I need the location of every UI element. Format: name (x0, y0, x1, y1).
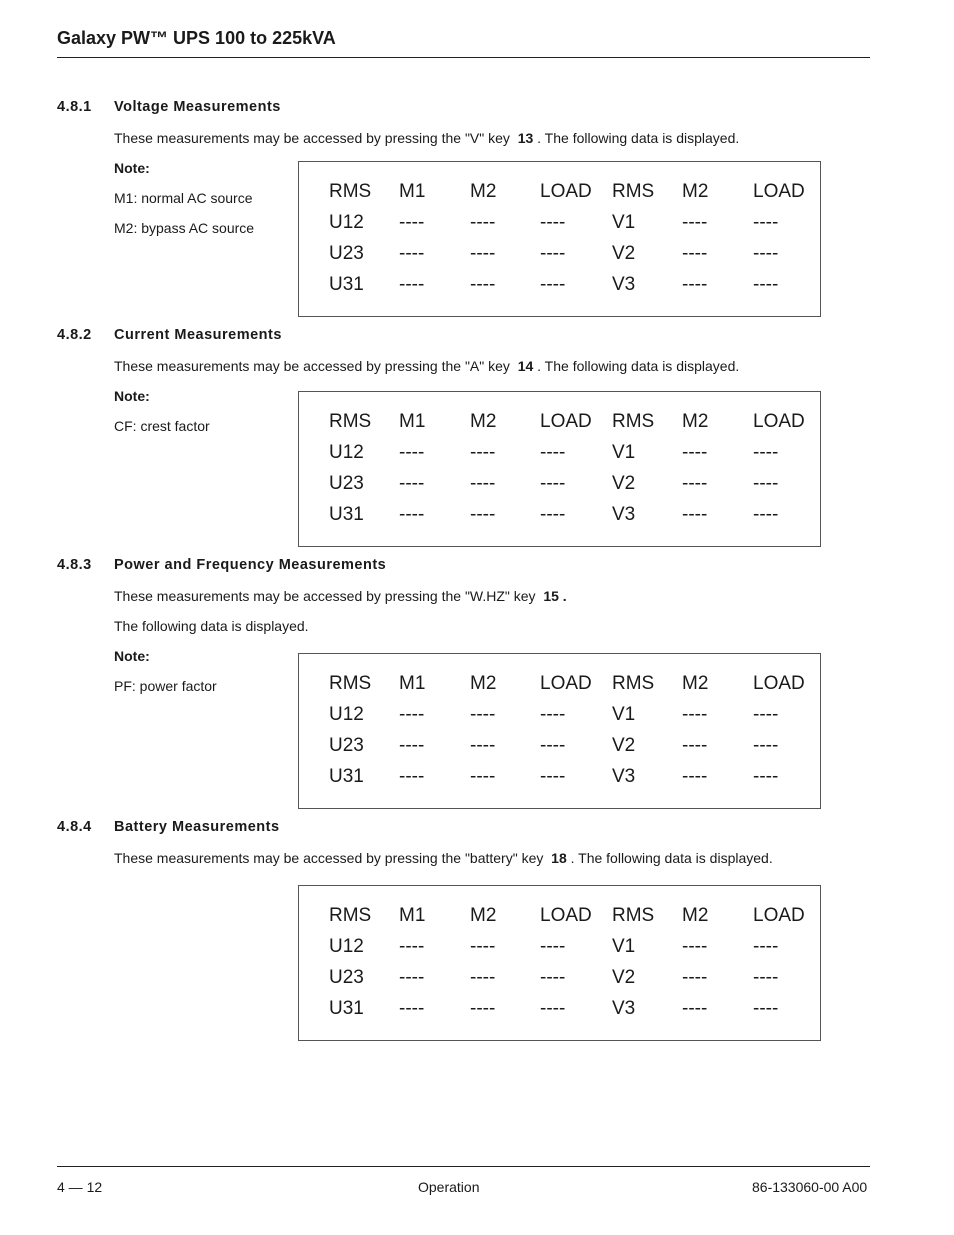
footer-section: Operation (418, 1179, 480, 1195)
table-row (299, 473, 820, 497)
table-cell: ---- (540, 504, 566, 525)
table-row (299, 274, 820, 298)
table-cell: ---- (682, 998, 708, 1019)
table-cell: ---- (540, 998, 566, 1019)
table-cell: ---- (470, 504, 496, 525)
table-cell: U23 (329, 243, 364, 264)
table-cell: U31 (329, 274, 364, 295)
paragraph-text: These measurements may be accessed by pressing the "A" key (114, 358, 510, 374)
table-cell: ---- (470, 998, 496, 1019)
paragraph-text: These measurements may be accessed by pressing the "V" key (114, 130, 510, 146)
table-header-cell: RMS (329, 673, 372, 694)
paragraph-text: These measurements may be accessed by pressing the "battery" key (114, 850, 544, 866)
table-header-cell: LOAD (540, 181, 592, 202)
table-row (299, 212, 820, 236)
table-cell: ---- (540, 442, 566, 463)
table-cell: ---- (682, 766, 708, 787)
section-paragraph (114, 588, 567, 604)
table-cell: ---- (399, 274, 425, 295)
table-cell: ---- (399, 766, 425, 787)
section-title: Voltage Measurements (114, 99, 281, 115)
header-rule (57, 57, 870, 58)
table-cell: ---- (753, 274, 779, 295)
table-header-cell: RMS (612, 181, 655, 202)
section-title: Current Measurements (114, 327, 282, 343)
table-cell: ---- (753, 473, 779, 494)
table-cell: ---- (540, 967, 566, 988)
table-cell: V2 (612, 735, 636, 756)
table-header-cell: RMS (329, 905, 372, 926)
table-cell: ---- (682, 704, 708, 725)
table-cell: ---- (753, 967, 779, 988)
table-cell: ---- (540, 473, 566, 494)
table-cell: ---- (540, 243, 566, 264)
table-cell: ---- (753, 704, 779, 725)
table-cell: ---- (470, 274, 496, 295)
table-cell: ---- (399, 998, 425, 1019)
table-cell: V2 (612, 243, 636, 264)
table-cell: ---- (470, 243, 496, 264)
document-number: 86-133060-00 A00 (752, 1179, 868, 1195)
section-number: 4.8.1 (57, 99, 92, 115)
table-header-cell: LOAD (753, 181, 805, 202)
table-row (299, 243, 820, 267)
table-cell: U23 (329, 735, 364, 756)
note-label: Note: (114, 648, 150, 664)
table-cell: U12 (329, 442, 364, 463)
table-cell: V3 (612, 998, 636, 1019)
table-cell: ---- (470, 704, 496, 725)
table-header-row (299, 673, 820, 697)
table-row (299, 442, 820, 466)
key-number: 15 . (543, 588, 567, 604)
table-cell: ---- (399, 735, 425, 756)
table-header-cell: LOAD (540, 673, 592, 694)
paragraph-text: These measurements may be accessed by pressing the "W.HZ" key (114, 588, 536, 604)
table-cell: ---- (753, 212, 779, 233)
paragraph-text: . The following data is displayed. (570, 850, 773, 866)
table-header-cell: M2 (682, 181, 709, 202)
table-cell: ---- (540, 704, 566, 725)
table-cell: ---- (399, 704, 425, 725)
table-cell: ---- (682, 243, 708, 264)
table-header-row (299, 411, 820, 435)
table-cell: U31 (329, 504, 364, 525)
page-header-title: Galaxy PW™ UPS 100 to 225kVA (57, 28, 336, 48)
table-cell: ---- (470, 473, 496, 494)
section-title: Battery Measurements (114, 819, 280, 835)
table-cell: ---- (470, 735, 496, 756)
table-cell: U23 (329, 473, 364, 494)
table-cell: ---- (753, 243, 779, 264)
note-text: CF: crest factor (114, 418, 210, 434)
table-header-row (299, 181, 820, 205)
table-header-cell: M2 (682, 411, 709, 432)
table-cell: V3 (612, 274, 636, 295)
table-cell: ---- (470, 766, 496, 787)
table-cell: V1 (612, 936, 636, 957)
table-cell: V2 (612, 473, 636, 494)
table-header-cell: M2 (470, 673, 497, 694)
table-row (299, 967, 820, 991)
key-number: 18 (551, 850, 567, 866)
note-label: Note: (114, 160, 150, 176)
table-header-cell: M2 (470, 905, 497, 926)
table-header-cell: M1 (399, 905, 426, 926)
table-cell: ---- (470, 442, 496, 463)
note-text: PF: power factor (114, 678, 217, 694)
section-title: Power and Frequency Measurements (114, 557, 387, 573)
table-cell: ---- (753, 504, 779, 525)
table-cell: ---- (399, 442, 425, 463)
table-cell: V1 (612, 212, 636, 233)
table-header-cell: M1 (399, 411, 426, 432)
section-number: 4.8.4 (57, 819, 92, 835)
table-cell: U12 (329, 212, 364, 233)
table-cell: ---- (399, 243, 425, 264)
table-header-cell: M2 (682, 673, 709, 694)
table-header-cell: RMS (329, 181, 372, 202)
table-row (299, 735, 820, 759)
table-cell: ---- (753, 936, 779, 957)
table-header-cell: M1 (399, 673, 426, 694)
table-cell: V1 (612, 442, 636, 463)
table-header-cell: LOAD (540, 411, 592, 432)
table-header-cell: LOAD (753, 905, 805, 926)
table-header-cell: RMS (612, 905, 655, 926)
table-header-cell: RMS (329, 411, 372, 432)
measurement-display-panel (298, 391, 821, 547)
table-cell: ---- (753, 442, 779, 463)
paragraph-text: . The following data is displayed. (537, 130, 740, 146)
table-cell: ---- (540, 766, 566, 787)
table-cell: ---- (399, 936, 425, 957)
table-cell: U31 (329, 998, 364, 1019)
table-cell: U23 (329, 967, 364, 988)
table-cell: ---- (682, 735, 708, 756)
table-row (299, 936, 820, 960)
section-paragraph (114, 130, 739, 146)
key-number: 14 (517, 358, 534, 374)
key-number: 13 (517, 130, 534, 146)
table-header-cell: LOAD (753, 411, 805, 432)
table-cell: U31 (329, 766, 364, 787)
table-cell: ---- (753, 766, 779, 787)
table-row (299, 998, 820, 1022)
table-header-cell: RMS (612, 411, 655, 432)
table-cell: ---- (540, 735, 566, 756)
measurement-display-panel (298, 653, 821, 809)
table-header-cell: M1 (399, 181, 426, 202)
table-cell: ---- (470, 967, 496, 988)
section-number: 4.8.2 (57, 327, 92, 343)
measurement-display-panel (298, 885, 821, 1041)
note-text: M1: normal AC source (114, 190, 253, 206)
table-cell: ---- (753, 735, 779, 756)
table-cell: ---- (399, 504, 425, 525)
table-cell: ---- (399, 967, 425, 988)
table-header-cell: M2 (682, 905, 709, 926)
table-row (299, 766, 820, 790)
section-paragraph (114, 358, 739, 374)
table-cell: ---- (399, 473, 425, 494)
table-header-cell: M2 (470, 411, 497, 432)
table-cell: U12 (329, 936, 364, 957)
paragraph-text: . The following data is displayed. (537, 358, 740, 374)
measurement-display-panel (298, 161, 821, 317)
table-cell: ---- (682, 967, 708, 988)
table-cell: ---- (682, 473, 708, 494)
note-label: Note: (114, 388, 150, 404)
section-paragraph: The following data is displayed. (114, 618, 309, 634)
table-cell: ---- (540, 274, 566, 295)
table-cell: ---- (470, 212, 496, 233)
table-cell: ---- (399, 212, 425, 233)
note-text: M2: bypass AC source (114, 220, 255, 236)
table-cell: V2 (612, 967, 636, 988)
table-cell: ---- (540, 936, 566, 957)
table-cell: ---- (682, 274, 708, 295)
table-row (299, 704, 820, 728)
table-cell: ---- (540, 212, 566, 233)
table-header-cell: LOAD (753, 673, 805, 694)
table-cell: ---- (470, 936, 496, 957)
table-cell: ---- (682, 504, 708, 525)
table-cell: ---- (682, 936, 708, 957)
table-header-cell: M2 (470, 181, 497, 202)
section-number: 4.8.3 (57, 557, 92, 573)
page-number: 4 — 12 (57, 1179, 103, 1195)
table-cell: ---- (682, 212, 708, 233)
table-cell: V3 (612, 766, 636, 787)
table-header-row (299, 905, 820, 929)
table-cell: V1 (612, 704, 636, 725)
table-header-cell: LOAD (540, 905, 592, 926)
table-row (299, 504, 820, 528)
table-cell: V3 (612, 504, 636, 525)
footer-rule (57, 1166, 870, 1167)
table-header-cell: RMS (612, 673, 655, 694)
table-cell: ---- (682, 442, 708, 463)
table-cell: U12 (329, 704, 364, 725)
table-cell: ---- (753, 998, 779, 1019)
section-paragraph (114, 850, 773, 866)
